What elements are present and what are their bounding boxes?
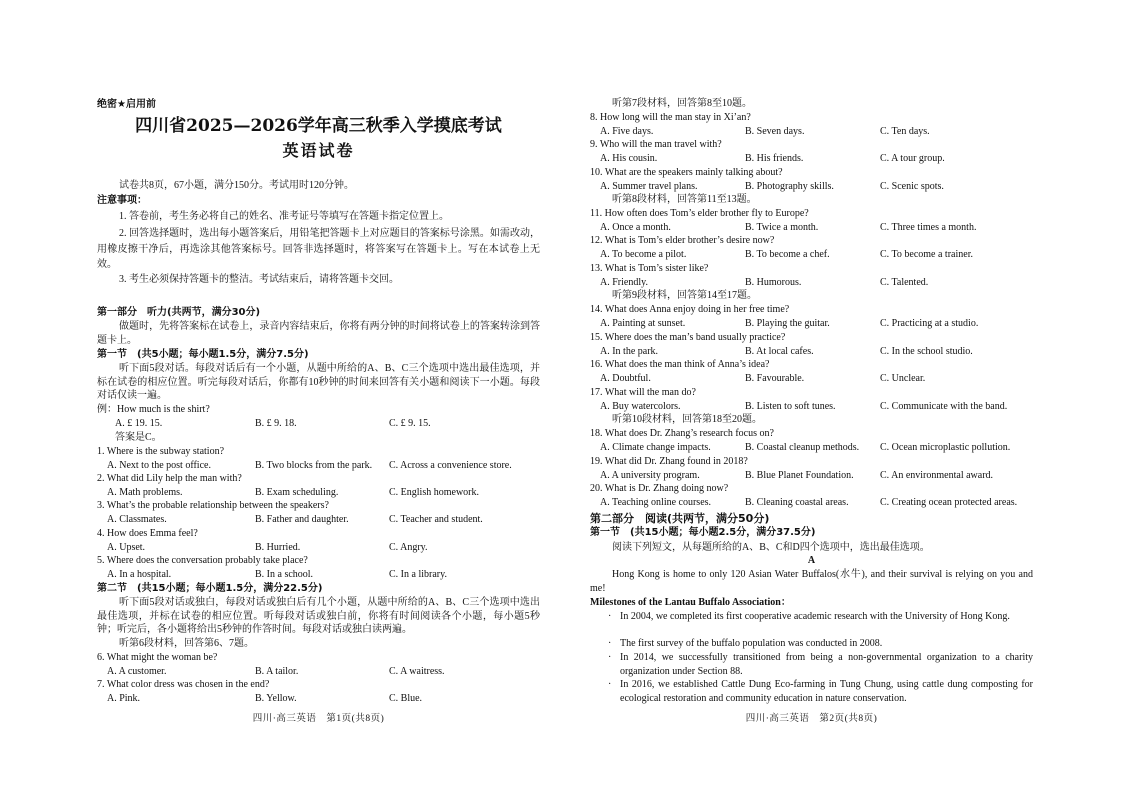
option-a: A. Climate change impacts. xyxy=(600,441,711,453)
option-b: B. Hurried. xyxy=(255,541,301,553)
option-c: C. Scenic spots. xyxy=(880,180,944,192)
question-stem: 4. How does Emma feel? xyxy=(97,528,198,539)
option-c: C. Unclear. xyxy=(880,372,926,384)
question xyxy=(97,554,540,582)
option-a: A. Painting at sunset. xyxy=(600,317,686,329)
option-c: C. A tour group. xyxy=(880,152,945,164)
question-stem: 14. What does Anna enjoy doing in her free time? xyxy=(590,304,790,315)
option-b: B. Cleaning coastal areas. xyxy=(745,496,849,508)
option-b: B. A tailor. xyxy=(255,665,299,677)
question-stem: 20. What is Dr. Zhang doing now? xyxy=(590,483,729,494)
section2-description: 听下面5段对话或独白，每段对话或独白后有几个小题，从题中所给的A、B、C三个选项中选出最佳选项，并标在试卷的相应位置。听每段对话或独白前，你将有时间阅读各个小题，每小题5秒钟；听完后，各小题将给出5秒钟的作答时间。每段对话或独白读两遍。 xyxy=(97,597,540,636)
option-a: A. Upset. xyxy=(107,541,146,553)
option-a: A. His cousin. xyxy=(600,152,658,164)
option-c: C. A waitress. xyxy=(389,665,445,677)
bullet-icon: · xyxy=(608,652,612,663)
exam-subtitle: 英语试卷 xyxy=(282,141,355,160)
question-stem: 3. What’s the probable relationship between the speakers? xyxy=(97,500,329,511)
milestone-item xyxy=(608,637,1033,651)
option-b: B. Exam scheduling. xyxy=(255,486,339,498)
note-2: 2. 回答选择题时，选出每小题答案后，用铅笔把答题卡上对应题目的答案标号涂黑。如需改动，用橡皮擦干净后，再选涂其他答案标号。回答非选择题时，将答案写在答题卡上。写在本试卷上无效。 xyxy=(97,228,540,270)
example-question xyxy=(97,403,540,431)
question xyxy=(590,111,1033,139)
option-c: C. Angry. xyxy=(389,541,428,553)
option-a: A. Math problems. xyxy=(107,486,183,498)
option-b: B. In a school. xyxy=(255,568,314,580)
question xyxy=(590,427,1033,455)
part2-heading: 第二部分 阅读(共两节，满分50分) xyxy=(590,512,770,525)
option-a: A. Summer travel plans. xyxy=(600,180,698,192)
question xyxy=(97,651,540,679)
option-c: C. Blue. xyxy=(389,692,423,704)
option-a: A. Pink. xyxy=(107,692,141,704)
option-b: B. Yellow. xyxy=(255,692,297,704)
option-b: B. His friends. xyxy=(745,152,804,164)
question-stem: 13. What is Tom’s sister like? xyxy=(590,263,709,274)
option-a: A. To become a pilot. xyxy=(600,248,687,260)
section1-heading: 第一节 (共5小题；每小题1.5分，满分7.5分) xyxy=(97,349,309,360)
section1-description: 听下面5段对话。每段对话后有一个小题，从题中所给的A、B、C三个选项中选出最佳选项，并标在试卷的相应位置。听完每段对话后，你都有10秒钟的时间来回答有关小题和阅读下一小题。每段对话仅读一遍。 xyxy=(97,363,540,402)
option-a: A. Friendly. xyxy=(600,276,648,288)
option-c: C. Teacher and student. xyxy=(389,513,483,525)
question-stem: 5. Where does the conversation probably take place? xyxy=(97,555,308,566)
option-c: C. Ocean microplastic pollution. xyxy=(880,441,1011,453)
option-a: A. In a hospital. xyxy=(107,568,172,580)
part2-description: 阅读下列短文，从每题所给的A、B、C和D四个选项中，选出最佳选项。 xyxy=(612,542,930,553)
option-a: A. £ 19. 15. xyxy=(115,417,163,429)
part2-section1-heading: 第一节 (共15小题；每小题2.5分，满分37.5分) xyxy=(590,527,816,538)
option-a: A. In the park. xyxy=(600,345,659,357)
option-a: A. Teaching online courses. xyxy=(600,496,712,508)
bullet-icon: · xyxy=(608,638,612,649)
confidential-label: 绝密★启用前 xyxy=(97,99,156,110)
exam-title: 四川省2025—2026学年高三秋季入学摸底考试 xyxy=(135,116,502,136)
bullet-icon: · xyxy=(608,611,612,622)
option-b: B. Playing the guitar. xyxy=(745,317,830,329)
material-9-instruction: 听第9段材料，回答第14至17题。 xyxy=(612,290,757,301)
option-c: C. In the school studio. xyxy=(880,345,973,357)
question-stem: 例：How much is the shirt? xyxy=(97,404,210,415)
option-a: A. Buy watercolors. xyxy=(600,400,681,412)
option-a: A. Doubtful. xyxy=(600,372,651,384)
note-1: 1. 答卷前，考生务必将自己的姓名、准考证号等填写在答题卡指定位置上。 xyxy=(119,211,449,222)
option-b: B. Photography skills. xyxy=(745,180,834,192)
milestones-title: Milestones of the Lantau Buffalo Association： xyxy=(590,597,791,608)
question xyxy=(590,303,1033,331)
option-a: A. Classmates. xyxy=(107,513,167,525)
material-10-instruction: 听第10段材料，回答第18至20题。 xyxy=(612,414,762,425)
question-stem: 8. How long will the man stay in Xi’an? xyxy=(590,112,751,123)
material-7-instruction: 听第7段材料，回答第8至10题。 xyxy=(612,98,752,109)
question xyxy=(590,138,1033,166)
question xyxy=(590,455,1033,483)
bullet-icon: · xyxy=(608,679,612,690)
milestone-text: In 2004, we completed its first cooperative academic research with the University of Hong Kong. xyxy=(620,611,1010,622)
option-c: C. Talented. xyxy=(880,276,929,288)
option-c: C. English homework. xyxy=(389,486,479,498)
question-stem: 17. What will the man do? xyxy=(590,387,696,398)
option-c: C. Communicate with the band. xyxy=(880,400,1008,412)
milestone-item xyxy=(608,678,1033,705)
passage-intro: Hong Kong is home to only 120 Asian Water Buffalos(水牛), and their survival is relying on you and me! xyxy=(590,569,1033,594)
option-b: B. Father and daughter. xyxy=(255,513,349,525)
question xyxy=(590,331,1033,359)
option-b: B. Blue Planet Foundation. xyxy=(745,469,854,481)
material-8-instruction: 听第8段材料，回答第11至13题。 xyxy=(612,194,757,205)
question-stem: 16. What does the man think of Anna’s idea? xyxy=(590,359,770,370)
question-stem: 7. What color dress was chosen in the end? xyxy=(97,679,270,690)
option-a: A. Next to the post office. xyxy=(107,459,211,471)
option-c: C. Creating ocean protected areas. xyxy=(880,496,1018,508)
material-6-instruction: 听第6段材料，回答第6、7题。 xyxy=(119,638,254,649)
option-b: B. Humorous. xyxy=(745,276,802,288)
question-stem: 11. How often does Tom’s elder brother fly to Europe? xyxy=(590,208,809,219)
question xyxy=(97,445,540,473)
passage-label: A xyxy=(807,555,816,566)
note-3: 3. 考生必须保持答题卡的整洁。考试结束后，请将答题卡交回。 xyxy=(119,274,399,285)
question-stem: 10. What are the speakers mainly talking about? xyxy=(590,167,783,178)
question-stem: 6. What might the woman be? xyxy=(97,652,218,663)
question-stem: 2. What did Lily help the man with? xyxy=(97,473,242,484)
question xyxy=(97,499,540,527)
question xyxy=(590,207,1033,235)
question xyxy=(590,262,1033,290)
page-footer: 四川·高三英语 第2页(共8页) xyxy=(745,714,878,724)
option-b: B. Twice a month. xyxy=(745,221,819,233)
option-b: B. Coastal cleanup methods. xyxy=(745,441,860,453)
question-stem: 12. What is Tom’s elder brother’s desire now? xyxy=(590,235,775,246)
milestone-item xyxy=(608,610,1033,624)
milestone-text: In 2014, we successfully transitioned from being a non-governmental organization to a charity organization under Section 88. xyxy=(620,652,1033,677)
question xyxy=(97,472,540,500)
left-page xyxy=(97,0,540,800)
option-b: B. Two blocks from the park. xyxy=(255,459,373,471)
exam-info: 试卷共8页，67小题，满分150分。考试用时120分钟。 xyxy=(119,180,354,191)
question xyxy=(590,358,1033,386)
option-c: C. £ 9. 15. xyxy=(389,417,431,429)
question xyxy=(590,386,1033,414)
option-a: A. A customer. xyxy=(107,665,167,677)
notes-title: 注意事项： xyxy=(97,195,147,206)
option-c: C. Practicing at a studio. xyxy=(880,317,979,329)
milestone-text: In 2016, we established Cattle Dung Eco-farming in Tung Chung, using cattle dung composting for ecological restoration and community education in nature conservation. xyxy=(620,679,1033,704)
question xyxy=(590,234,1033,262)
question xyxy=(97,527,540,555)
example-answer: 答案是C。 xyxy=(115,432,162,443)
part1-heading: 第一部分 听力(共两节，满分30分) xyxy=(97,307,261,318)
page-footer: 四川·高三英语 第1页(共8页) xyxy=(252,714,385,724)
question-stem: 15. Where does the man’s band usually practice? xyxy=(590,332,786,343)
question xyxy=(590,166,1033,194)
question xyxy=(97,678,540,706)
option-b: B. Seven days. xyxy=(745,125,805,137)
option-c: C. Ten days. xyxy=(880,125,930,137)
option-b: B. At local cafes. xyxy=(745,345,814,357)
option-b: B. £ 9. 18. xyxy=(255,417,297,429)
option-c: C. Three times a month. xyxy=(880,221,977,233)
option-b: B. Listen to soft tunes. xyxy=(745,400,836,412)
milestone-text: The first survey of the buffalo population was conducted in 2008. xyxy=(620,638,883,649)
milestone-item xyxy=(608,651,1033,678)
option-a: A. A university program. xyxy=(600,469,700,481)
question-stem: 19. What did Dr. Zhang found in 2018? xyxy=(590,456,748,467)
option-a: A. Five days. xyxy=(600,125,654,137)
option-b: B. Favourable. xyxy=(745,372,805,384)
question-stem: 18. What does Dr. Zhang’s research focus on? xyxy=(590,428,774,439)
section2-heading: 第二节 (共15小题；每小题1.5分，满分22.5分) xyxy=(97,583,323,594)
option-c: C. An environmental award. xyxy=(880,469,994,481)
question-stem: 9. Who will the man travel with? xyxy=(590,139,722,150)
option-c: C. In a library. xyxy=(389,568,447,580)
part1-description: 做题时，先将答案标在试卷上，录音内容结束后，你将有两分钟的时间将试卷上的答案转涂到答题卡上。 xyxy=(97,321,540,346)
option-a: A. Once a month. xyxy=(600,221,671,233)
right-page xyxy=(590,0,1033,800)
option-b: B. To become a chef. xyxy=(745,248,830,260)
question-stem: 1. Where is the subway station? xyxy=(97,446,225,457)
option-c: C. To become a trainer. xyxy=(880,248,973,260)
option-c: C. Across a convenience store. xyxy=(389,459,512,471)
question xyxy=(590,482,1033,510)
